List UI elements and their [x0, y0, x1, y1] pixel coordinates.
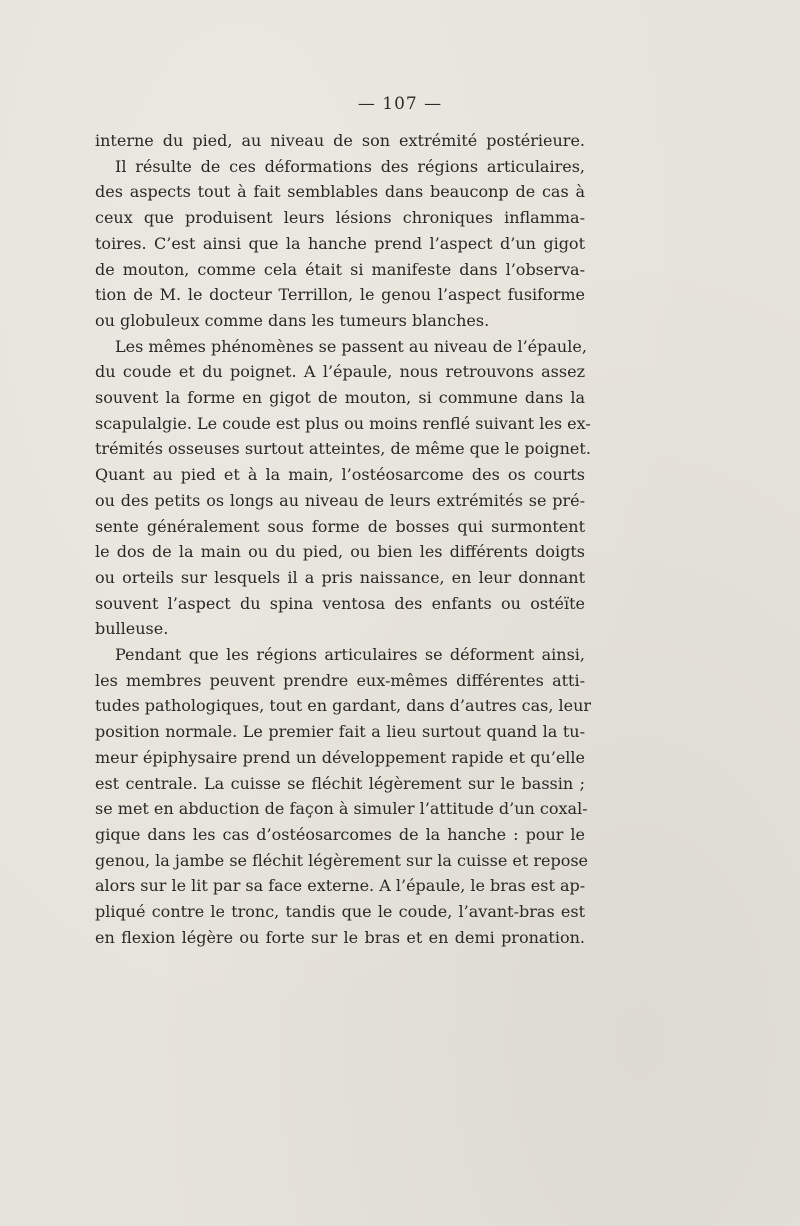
paragraph-start-line: Il résulte de ces déformations des régions articulaires,: [115, 156, 585, 176]
paragraph-start-line: Les mêmes phénomènes se passent au niveau de l’épaule,: [115, 336, 587, 356]
text-line: toires. C’est ainsi que la hanche prend l’aspect d’un gigot: [95, 233, 585, 253]
text-line: de mouton, comme cela était si manifeste dans l’observa-: [95, 259, 585, 279]
text-line: des aspects tout à fait semblables dans beauconp de cas à: [95, 182, 585, 202]
text-line: alors sur le lit par sa face externe. A l’épaule, le bras est ap-: [95, 876, 586, 896]
text-line: se met en abduction de façon à simuler l’attitude d’un coxal-: [95, 799, 588, 819]
body-text: [95, 128, 592, 951]
text-line: est centrale. La cuisse se fléchit légèrement sur le bassin ;: [95, 773, 585, 793]
paragraph-end-line: ou globuleux comme dans les tumeurs blanches.: [95, 310, 490, 330]
text-line: meur épiphysaire prend un développement rapide et qu’elle: [95, 747, 585, 767]
text-line: ou des petits os longs au niveau de leurs extrémités se pré-: [95, 490, 585, 510]
text-line: gique dans les cas d’ostéosarcomes de la hanche : pour le: [95, 824, 585, 844]
text-line: souvent l’aspect du spina ventosa des enfants ou ostéïte: [95, 593, 585, 613]
text-line: scapulalgie. Le coude est plus ou moins renflé suivant les ex-: [95, 413, 591, 433]
text-line: position normale. Le premier fait a lieu surtout quand la tu-: [95, 722, 585, 742]
text-line: ou orteils sur lesquels il a pris naissance, en leur donnant: [95, 567, 585, 587]
text-line: genou, la jambe se fléchit légèrement sur la cuisse et repose: [95, 850, 589, 870]
text-line: sente généralement sous forme de bosses qui surmontent: [95, 516, 585, 536]
text-line: tudes pathologiques, tout en gardant, dans d’autres cas, leur: [95, 696, 592, 716]
text-line: en flexion légère ou forte sur le bras et en demi pronation.: [95, 927, 585, 947]
text-line: du coude et du poignet. A l’épaule, nous retrouvons assez: [95, 362, 585, 382]
paragraph-start-line: Pendant que les régions articulaires se déforment ainsi,: [115, 645, 585, 665]
text-line: Quant au pied et à la main, l’ostéosarcome des os courts: [95, 465, 585, 485]
text-line: souvent la forme en gigot de mouton, si commune dans la: [95, 388, 585, 408]
text-line: tion de M. le docteur Terrillon, le genou l’aspect fusiforme: [95, 285, 585, 305]
paragraph-end-line: bulleuse.: [95, 619, 169, 639]
text-line: le dos de la main ou du pied, ou bien les différents doigts: [95, 542, 585, 562]
text-line: interne du pied, au niveau de son extrémité postérieure.: [95, 131, 585, 150]
text-line: trémités osseuses surtout atteintes, de même que le poignet.: [95, 439, 591, 459]
text-line: pliqué contre le tronc, tandis que le coude, l’avant-bras est: [95, 902, 585, 922]
text-line: ceux que produisent leurs lésions chroniques inflamma-: [95, 208, 585, 228]
text-line: les membres peuvent prendre eux-mêmes différentes atti-: [95, 670, 585, 690]
page-number: — 107 —: [357, 94, 443, 114]
